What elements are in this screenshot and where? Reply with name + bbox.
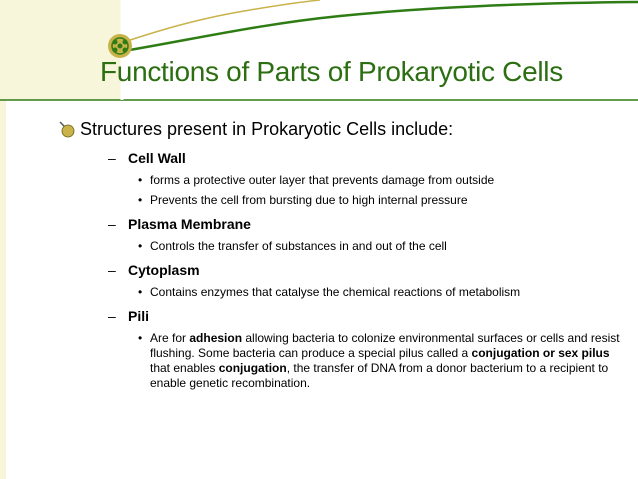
slide-content [58,118,628,391]
structure-pili [108,306,628,326]
structure-name: Plasma Membrane [128,216,251,232]
point-text: Prevents the cell from bursting due to high internal pressure [150,193,468,207]
bullet-marker: • [138,173,143,187]
point-item [138,239,628,254]
dash-marker: – [108,308,116,324]
point-text: Controls the transfer of substances in and out of the cell [150,239,447,253]
point-item [138,285,628,300]
structure-name: Cell Wall [128,150,186,166]
point-text: forms a protective outer layer that prevents damage from outside [150,173,495,187]
structure-name: Cytoplasm [128,262,200,278]
point-item [138,173,628,188]
decor-lines [0,0,638,110]
structure-name: Pili [128,308,150,324]
leaf-bullet-icon [58,120,76,138]
point-item [138,193,628,208]
decor-strip [0,100,6,479]
bullet-marker: • [138,331,143,345]
point-text: Contains enzymes that catalyse the chemical reactions of metabolism [150,285,521,299]
term-conjugation-pilus: conjugation or sex pilus [471,346,610,360]
point-item [138,331,628,391]
dash-marker: – [108,262,116,278]
flower-ornament-icon [108,34,132,58]
term-adhesion: adhesion [189,331,243,345]
structure-plasma-membrane [108,214,628,234]
term-conjugation: conjugation [218,361,287,375]
intro-item [58,118,628,140]
structure-cytoplasm [108,260,628,280]
point-text: Are for adhesion allowing bacteria to colonize environmental surfaces or cells and resist flushing. Some bacteria can produce a special pilus called a conjugation or sex pilus that enables conjugation, the transfer of DNA from a donor bacterium to a recipient to enable genetic recombination. [150,331,620,390]
bullet-marker: • [138,239,143,253]
structure-cell-wall [108,148,628,168]
dash-marker: – [108,150,116,166]
page-title: Functions of Parts of Prokaryotic Cells [100,56,563,87]
dash-marker: – [108,216,116,232]
bullet-marker: • [138,285,143,299]
bullet-marker: • [138,193,143,207]
intro-text: Structures present in Prokaryotic Cells include: [80,119,454,139]
